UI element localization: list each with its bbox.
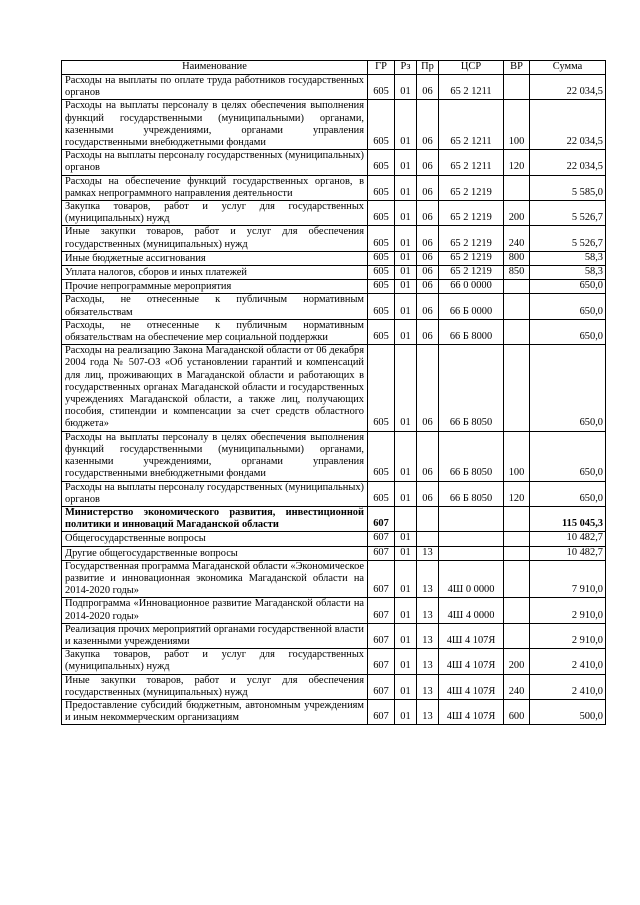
budget-document [61,60,606,725]
table-row [62,266,606,280]
table-row [62,251,606,265]
row-rz: 01 [395,699,417,724]
table-row [62,532,606,546]
row-rz: 01 [395,226,417,251]
table-row [62,175,606,200]
row-name: Иные бюджетные ассигнования [62,251,368,265]
row-pr: 06 [417,345,439,431]
table-row [62,75,606,100]
row-csr: 4Ш 4 107Я [439,674,504,699]
row-name: Общегосударственные вопросы [62,532,368,546]
row-vr: 120 [504,481,530,506]
table-body [62,75,606,725]
row-vr: 240 [504,226,530,251]
row-name: Расходы, не отнесенные к публичным нормативным обязательствам [62,294,368,319]
table-row [62,481,606,506]
row-pr: 06 [417,431,439,481]
row-pr [417,506,439,531]
row-pr: 06 [417,319,439,344]
table-row [62,100,606,150]
row-name: Прочие непрограммные мероприятия [62,280,368,294]
table-row [62,560,606,598]
row-sum: 5 526,7 [530,201,606,226]
row-sum: 5 585,0 [530,175,606,200]
row-vr [504,319,530,344]
table-row [62,623,606,648]
row-vr: 100 [504,100,530,150]
row-gr: 607 [368,546,395,560]
row-name: Министерство экономического развития, инвестиционной политики и инноваций Магаданской области [62,506,368,531]
row-gr: 607 [368,598,395,623]
row-pr: 13 [417,598,439,623]
row-rz: 01 [395,481,417,506]
row-name: Расходы на обеспечение функций государственных органов, в рамках непрограммного направления деятельности [62,175,368,200]
row-csr: 65 2 1211 [439,75,504,100]
table-row [62,294,606,319]
row-rz: 01 [395,251,417,265]
row-name: Закупка товаров, работ и услуг для государственных (муниципальных) нужд [62,201,368,226]
row-name: Государственная программа Магаданской области «Экономическое развитие и инновационная экономика Магаданской области на 2014-2020 годы» [62,560,368,598]
row-csr [439,546,504,560]
row-csr: 65 2 1219 [439,175,504,200]
row-rz: 01 [395,674,417,699]
row-sum: 5 526,7 [530,226,606,251]
row-pr: 06 [417,294,439,319]
row-gr: 605 [368,175,395,200]
table-row [62,431,606,481]
header-gr: ГР [368,61,395,75]
row-gr: 605 [368,345,395,431]
row-csr: 66 Б 8050 [439,345,504,431]
row-gr: 605 [368,201,395,226]
row-gr: 605 [368,266,395,280]
row-rz: 01 [395,560,417,598]
row-rz: 01 [395,649,417,674]
row-name: Предоставление субсидий бюджетным, автономным учреждениям и иным некоммерческим организациям [62,699,368,724]
row-pr: 06 [417,100,439,150]
row-gr: 607 [368,649,395,674]
row-pr: 06 [417,481,439,506]
table-row [62,699,606,724]
row-name: Расходы, не отнесенные к публичным нормативным обязательствам на обеспечение мер социальной поддержки [62,319,368,344]
row-rz: 01 [395,319,417,344]
row-rz: 01 [395,431,417,481]
row-pr: 13 [417,699,439,724]
row-sum: 10 482,7 [530,532,606,546]
row-rz: 01 [395,623,417,648]
row-vr: 200 [504,201,530,226]
row-pr: 13 [417,546,439,560]
row-pr: 06 [417,251,439,265]
row-name: Подпрограмма «Инновационное развитие Магаданской области на 2014-2020 годы» [62,598,368,623]
row-sum: 2 910,0 [530,623,606,648]
row-name: Расходы на реализацию Закона Магаданской области от 06 декабря 2004 года № 507-ОЗ «Об установлении гарантий и компенсаций для лиц, проживающих в Магаданской области и работающих в государственных органах Магаданской области и государственных учреждениях Магаданской области, а также лиц, получающих пособия, стипендии и компенсации за счет средств областного бюджета» [62,345,368,431]
row-name: Расходы на выплаты персоналу государственных (муниципальных) органов [62,481,368,506]
row-rz: 01 [395,598,417,623]
row-rz: 01 [395,546,417,560]
row-gr: 605 [368,280,395,294]
row-vr: 850 [504,266,530,280]
row-pr: 06 [417,150,439,175]
row-csr: 4Ш 4 107Я [439,649,504,674]
row-csr: 65 2 1211 [439,100,504,150]
table-row [62,345,606,431]
row-sum: 650,0 [530,345,606,431]
row-vr: 240 [504,674,530,699]
table-row [62,226,606,251]
row-sum: 2 910,0 [530,598,606,623]
header-vr: ВР [504,61,530,75]
row-csr: 65 2 1219 [439,226,504,251]
row-pr: 06 [417,266,439,280]
row-sum: 58,3 [530,251,606,265]
budget-table [61,60,606,725]
row-sum: 650,0 [530,481,606,506]
row-pr: 06 [417,75,439,100]
row-csr [439,506,504,531]
row-rz: 01 [395,201,417,226]
row-pr: 06 [417,175,439,200]
row-gr: 605 [368,100,395,150]
header-rz: Рз [395,61,417,75]
row-vr: 600 [504,699,530,724]
table-row [62,649,606,674]
row-csr: 4Ш 4 0000 [439,598,504,623]
row-gr: 605 [368,294,395,319]
row-rz: 01 [395,150,417,175]
row-csr: 65 2 1219 [439,251,504,265]
row-vr [504,560,530,598]
row-name: Расходы на выплаты персоналу в целях обеспечения выполнения функций государственными (муниципальными) органами, казенными учреждениями, органами управления государственными внебюджетными фондами [62,100,368,150]
row-sum: 650,0 [530,294,606,319]
row-sum: 58,3 [530,266,606,280]
row-rz: 01 [395,175,417,200]
header-row [62,61,606,75]
row-gr: 605 [368,431,395,481]
row-sum: 650,0 [530,280,606,294]
row-csr: 66 0 0000 [439,280,504,294]
row-name: Иные закупки товаров, работ и услуг для обеспечения государственных (муниципальных) нужд [62,226,368,251]
table-row [62,150,606,175]
row-pr: 06 [417,226,439,251]
row-name: Иные закупки товаров, работ и услуг для обеспечения государственных (муниципальных) нужд [62,674,368,699]
table-row [62,280,606,294]
row-pr: 13 [417,623,439,648]
row-name: Уплата налогов, сборов и иных платежей [62,266,368,280]
row-gr: 605 [368,319,395,344]
row-rz [395,506,417,531]
table-row [62,319,606,344]
row-gr: 607 [368,506,395,531]
row-vr [504,532,530,546]
row-vr [504,75,530,100]
table-row [62,598,606,623]
row-vr: 120 [504,150,530,175]
row-pr: 13 [417,649,439,674]
row-csr: 4Ш 4 107Я [439,623,504,648]
row-vr: 800 [504,251,530,265]
row-gr: 605 [368,75,395,100]
row-csr: 66 Б 8050 [439,481,504,506]
row-sum: 115 045,3 [530,506,606,531]
row-pr [417,532,439,546]
table-row [62,506,606,531]
table-row [62,674,606,699]
table-header [62,61,606,75]
row-vr: 200 [504,649,530,674]
row-sum: 22 034,5 [530,75,606,100]
row-csr: 4Ш 0 0000 [439,560,504,598]
row-sum: 22 034,5 [530,150,606,175]
row-rz: 01 [395,532,417,546]
row-csr: 66 Б 8050 [439,431,504,481]
table-row [62,546,606,560]
row-gr: 605 [368,150,395,175]
row-rz: 01 [395,100,417,150]
row-rz: 01 [395,75,417,100]
row-vr [504,294,530,319]
row-gr: 605 [368,226,395,251]
row-sum: 22 034,5 [530,100,606,150]
row-vr [504,175,530,200]
row-csr: 4Ш 4 107Я [439,699,504,724]
row-csr: 65 2 1211 [439,150,504,175]
row-rz: 01 [395,294,417,319]
row-vr [504,345,530,431]
header-sum: Сумма [530,61,606,75]
header-csr: ЦСР [439,61,504,75]
row-vr [504,506,530,531]
row-sum: 2 410,0 [530,649,606,674]
row-csr: 65 2 1219 [439,201,504,226]
row-vr: 100 [504,431,530,481]
header-name: Наименование [62,61,368,75]
row-rz: 01 [395,345,417,431]
header-pr: Пр [417,61,439,75]
row-csr [439,532,504,546]
row-rz: 01 [395,280,417,294]
row-vr [504,280,530,294]
row-sum: 650,0 [530,431,606,481]
row-gr: 607 [368,560,395,598]
row-pr: 13 [417,560,439,598]
row-sum: 650,0 [530,319,606,344]
row-pr: 06 [417,201,439,226]
row-csr: 66 Б 0000 [439,294,504,319]
row-vr [504,623,530,648]
row-name: Другие общегосударственные вопросы [62,546,368,560]
row-sum: 2 410,0 [530,674,606,699]
row-sum: 10 482,7 [530,546,606,560]
row-vr [504,598,530,623]
row-gr: 605 [368,481,395,506]
row-pr: 06 [417,280,439,294]
row-name: Расходы на выплаты персоналу государственных (муниципальных) органов [62,150,368,175]
row-csr: 65 2 1219 [439,266,504,280]
row-sum: 7 910,0 [530,560,606,598]
row-vr [504,546,530,560]
row-csr: 66 Б 8000 [439,319,504,344]
row-sum: 500,0 [530,699,606,724]
row-gr: 607 [368,532,395,546]
row-gr: 607 [368,674,395,699]
row-rz: 01 [395,266,417,280]
row-pr: 13 [417,674,439,699]
table-row [62,201,606,226]
row-gr: 607 [368,623,395,648]
row-name: Расходы на выплаты персоналу в целях обеспечения выполнения функций государственными (муниципальными) органами, казенными учреждениями, органами управления государственными внебюджетными фондами [62,431,368,481]
row-name: Реализация прочих мероприятий органами государственной власти и казенными учреждениями [62,623,368,648]
row-name: Закупка товаров, работ и услуг для государственных (муниципальных) нужд [62,649,368,674]
row-gr: 605 [368,251,395,265]
row-gr: 607 [368,699,395,724]
row-name: Расходы на выплаты по оплате труда работников государственных органов [62,75,368,100]
